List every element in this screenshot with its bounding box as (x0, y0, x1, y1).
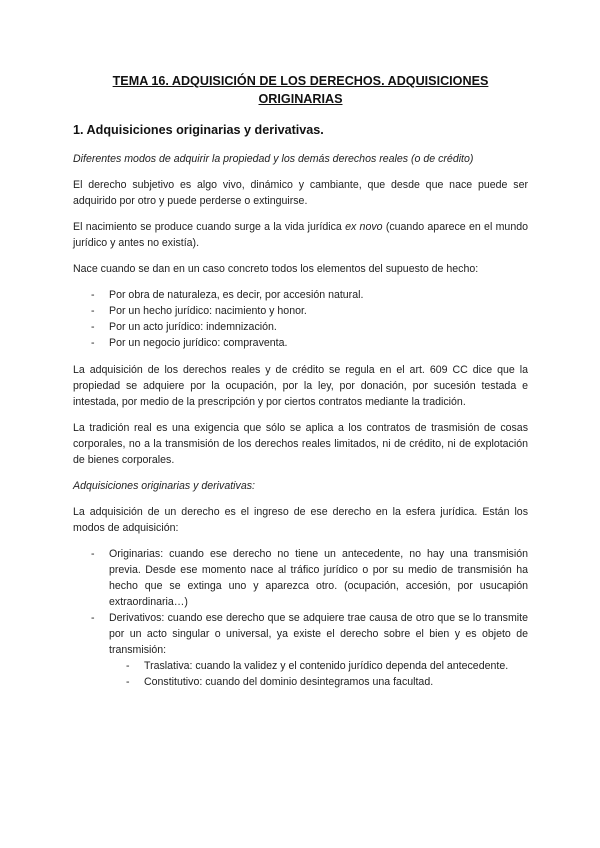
list-item-text: Derivativos: cuando ese derecho que se adquiere trae causa de otro que se lo transmite por un acto singular o universal, ya existe el derecho sobre el bien y es objeto de transmisión: (109, 612, 528, 656)
acquisition-bullet-list (73, 287, 528, 351)
paragraph-5: La tradición real es una exigencia que sólo se aplica a los contratos de trasmisión de cosas corporales, no a la transmisión de los derechos reales limitados, ni de crédito, ni de explotación de bienes corporales. (73, 422, 528, 466)
bullet-dash: - (91, 289, 95, 301)
bullet-dash: - (91, 548, 95, 560)
paragraph-4: La adquisición de los derechos reales y de crédito se regula en el art. 609 CC dice que la propiedad se adquiere por la ocupación, por la ley, por donación, por sucesión testada e intestada, por medio de la prescripción y por ciertos contratos mediante la tradición. (73, 364, 528, 408)
paragraph-3: Nace cuando se dan en un caso concreto todos los elementos del supuesto de hecho: (73, 263, 479, 275)
bullet-dash: - (126, 660, 130, 672)
bullet-dash: - (126, 676, 130, 688)
document-title: TEMA 16. ADQUISICIÓN DE LOS DERECHOS. ADQUISICIONES ORIGINARIAS (112, 74, 489, 106)
list-item (109, 658, 528, 674)
submodes-list (109, 658, 528, 690)
section-subtitle: Diferentes modos de adquirir la propiedad y los demás derechos reales (o de crédito) (73, 153, 474, 165)
section-heading: 1. Adquisiciones originarias y derivativas. (73, 123, 324, 137)
list-item-text: Por un acto jurídico: indemnización. (109, 321, 277, 333)
bullet-dash: - (91, 321, 95, 333)
list-item-text: Traslativa: cuando la validez y el contenido jurídico dependa del antecedente. (144, 660, 509, 672)
document-page (73, 72, 528, 701)
list-item-text: Por un hecho jurídico: nacimiento y honor. (109, 305, 307, 317)
list-item-text: Por obra de naturaleza, es decir, por accesión natural. (109, 289, 364, 301)
list-item-text: Por un negocio jurídico: compraventa. (109, 337, 288, 349)
section-subtitle-2: Adquisiciones originarias y derivativas: (73, 480, 255, 492)
list-item-text: Constitutivo: cuando del dominio desintegramos una facultad. (144, 676, 434, 688)
list-item (73, 610, 528, 690)
modes-list (73, 546, 528, 690)
list-item (109, 674, 528, 690)
paragraph-2-emphasis: ex novo (345, 221, 383, 233)
bullet-dash: - (91, 305, 95, 317)
bullet-dash: - (91, 337, 95, 349)
list-item (73, 546, 528, 610)
paragraph-2-text: El nacimiento se produce cuando surge a la vida jurídica (73, 221, 346, 233)
list-item (73, 319, 528, 335)
paragraph-2 (73, 219, 528, 251)
paragraph-2-text-end: (cuando aparece en el mundo jurídico y antes no existía). (73, 221, 528, 249)
list-item (73, 335, 528, 351)
list-item (73, 303, 528, 319)
bullet-dash: - (91, 612, 95, 624)
paragraph-1: El derecho subjetivo es algo vivo, dinámico y cambiante, que desde que nace puede ser adquirido por otro y puede perderse o extinguirse. (73, 179, 528, 207)
paragraph-6: La adquisición de un derecho es el ingreso de ese derecho en la esfera jurídica. Están los modos de adquisición: (73, 506, 528, 534)
list-item (73, 287, 528, 303)
list-item-text: Originarias: cuando ese derecho no tiene un antecedente, no hay una transmisión previa. Desde ese momento nace al tráfico jurídico o por su medio de transmisión ha hecho que se extinga uno y aparezca otro. (ocupación, accesión, por usucapión extraordinaria…) (109, 548, 528, 608)
